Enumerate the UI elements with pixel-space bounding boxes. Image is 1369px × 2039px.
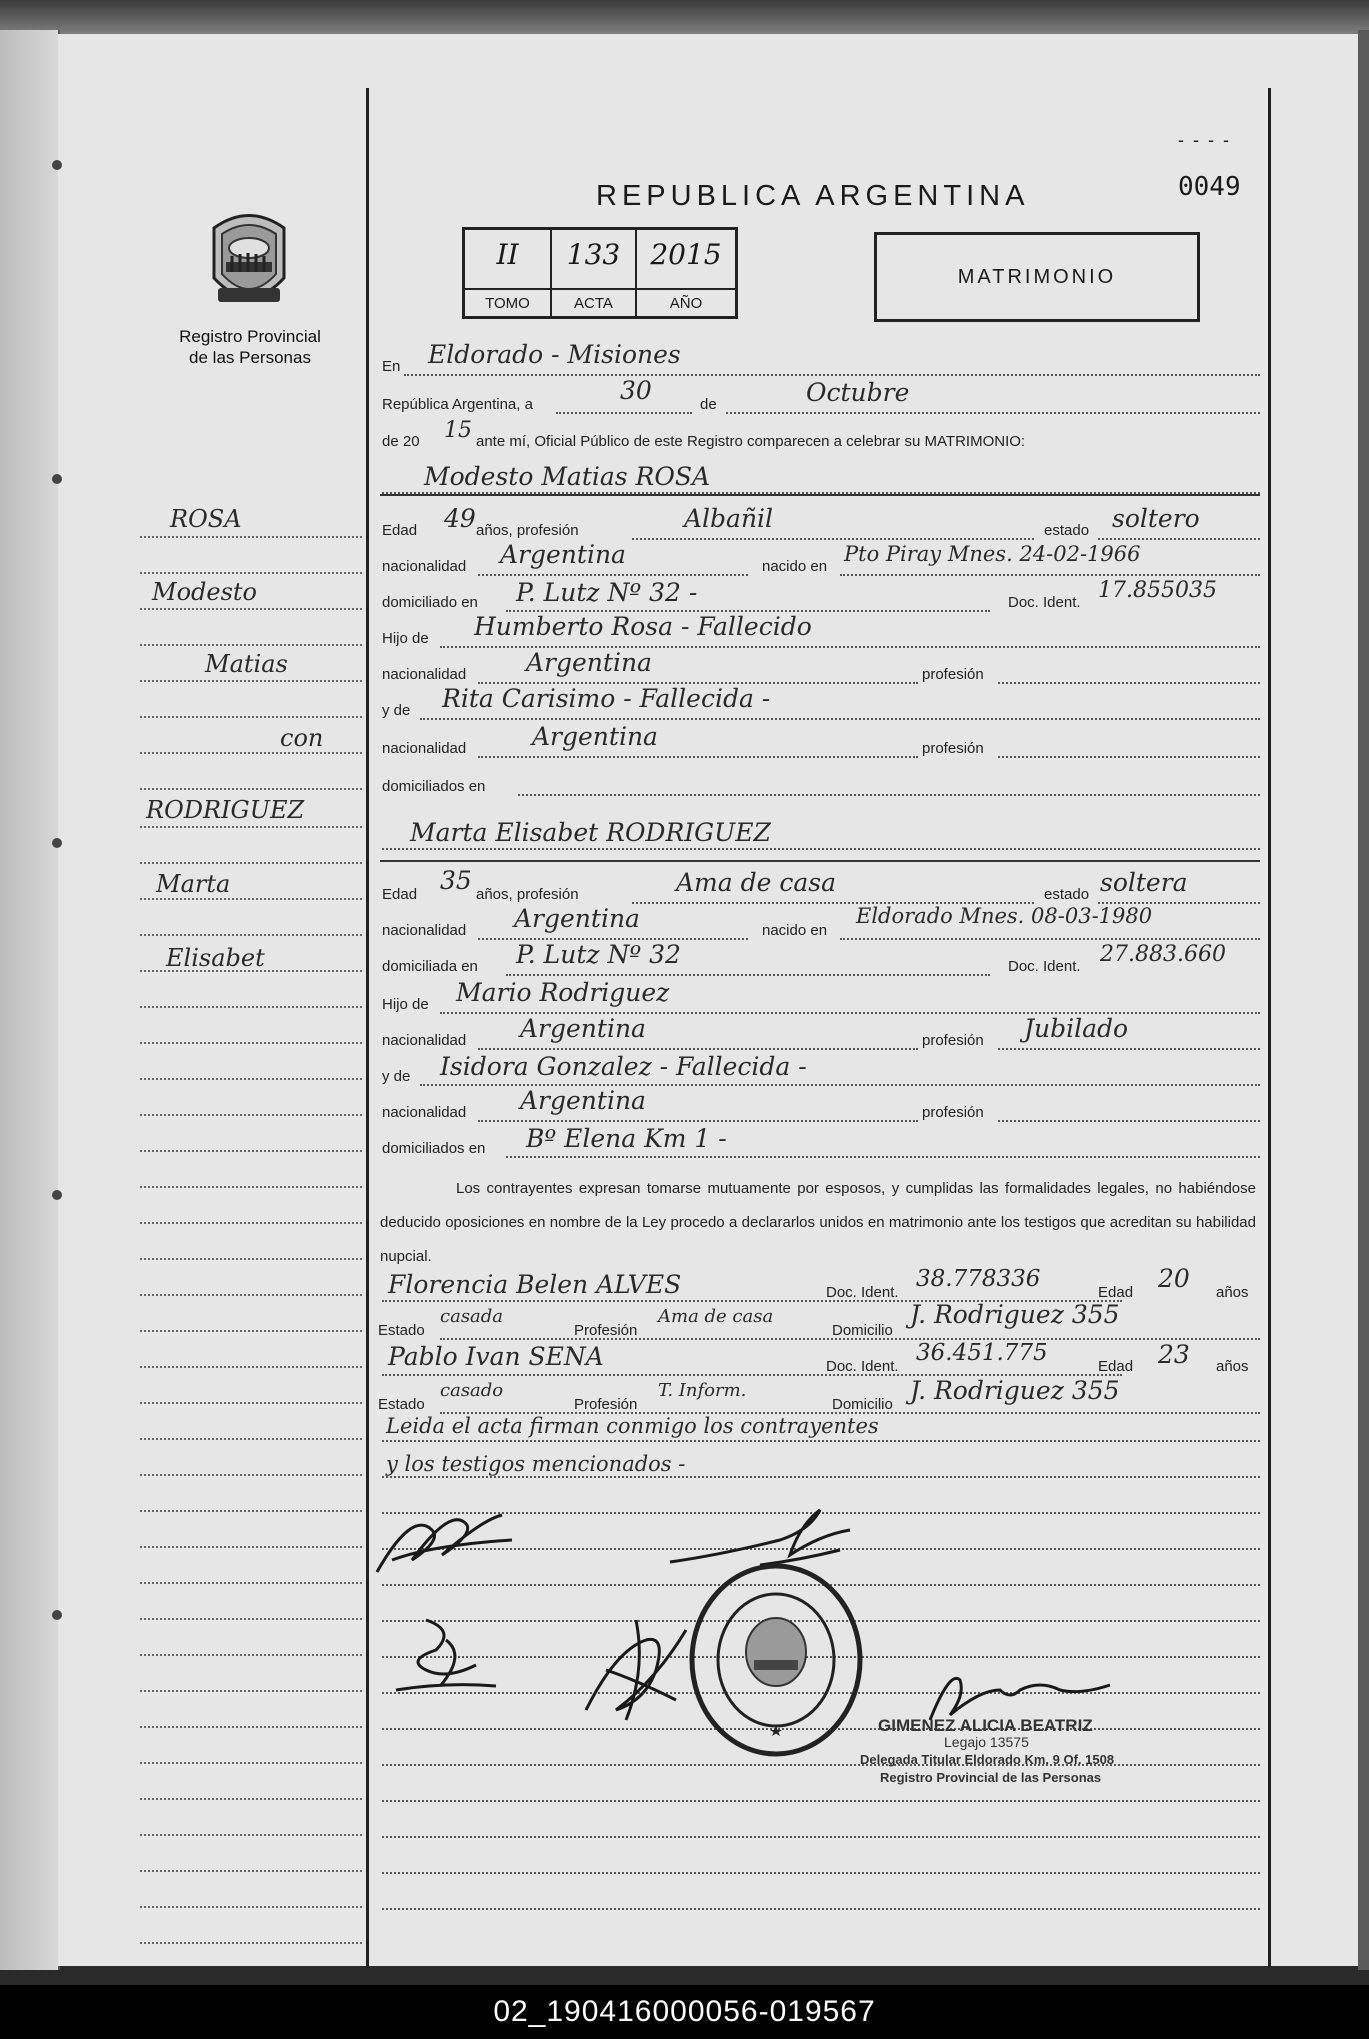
scan-right-edge: [1358, 30, 1369, 1970]
witness-1-detail-line: [440, 1338, 1260, 1340]
country-title: REPUBLICA ARGENTINA: [596, 180, 1030, 212]
witness-1-status: casada: [440, 1306, 504, 1327]
witness-1-edad-label: Edad: [1098, 1284, 1134, 1301]
ano-label: AÑO: [637, 288, 735, 318]
groom-address: P. Lutz Nº 32 -: [516, 578, 698, 607]
binding-ring-icon: [52, 838, 62, 848]
bride-address: P. Lutz Nº 32: [516, 940, 681, 969]
margin-name-bride-2: Elisabet: [166, 944, 265, 972]
margin-line: [140, 572, 362, 574]
bride-mother: Isidora Gonzalez - Fallecida -: [440, 1052, 807, 1081]
margin-line: [140, 536, 362, 538]
witness-1-age: 20: [1158, 1264, 1190, 1293]
margin-line: [140, 1150, 362, 1152]
binding-ring-icon: [52, 1610, 62, 1620]
day-value: 30: [620, 376, 652, 405]
bride-estado-label: estado: [1044, 886, 1090, 903]
blank-line: [382, 1908, 1260, 1910]
signature-witness-2: [576, 1610, 696, 1730]
witness-2-status: casado: [440, 1380, 504, 1401]
folio-number: 0049: [1178, 172, 1241, 202]
groom-father: Humberto Rosa - Fallecido: [474, 612, 812, 641]
witness-2-profession: T. Inform.: [658, 1380, 747, 1401]
bride-hijo-label: Hijo de: [382, 996, 429, 1013]
margin-line: [140, 1438, 362, 1440]
groom-parents-address-line: [518, 794, 1260, 796]
margin-line: [140, 1726, 362, 1728]
witness-2-edad-label: Edad: [1098, 1358, 1134, 1375]
section-divider: [380, 860, 1260, 862]
tomo-cell: [465, 230, 552, 316]
groom-yde-label: y de: [382, 702, 411, 719]
acta-value: 133: [566, 238, 621, 271]
margin-line: [140, 716, 362, 718]
margin-line: [140, 1114, 362, 1116]
groom-nacionalidad-label: nacionalidad: [382, 558, 467, 575]
witness-2-anos-label: años: [1216, 1358, 1249, 1375]
bride-mother-prof-label: profesión: [922, 1104, 984, 1121]
margin-line: [140, 1582, 362, 1584]
closing-note-2: y los testigos mencionados -: [386, 1452, 686, 1476]
groom-estado-label: estado: [1044, 522, 1090, 539]
witness-2-address: J. Rodriguez 355: [910, 1376, 1120, 1405]
bride-domiciliada-label: domiciliada en: [382, 958, 478, 975]
bride-doc-label: Doc. Ident.: [1008, 958, 1081, 975]
blank-line: [382, 1800, 1260, 1802]
groom-mother: Rita Carisimo - Fallecida -: [442, 684, 771, 713]
groom-father-nationality: Argentina: [526, 648, 652, 677]
groom-mother-nationality: Argentina: [532, 722, 658, 751]
groom-father-nac-label: nacionalidad: [382, 666, 467, 683]
margin-line: [140, 1294, 362, 1296]
year-suffix: 15: [444, 418, 472, 443]
binding-ring-icon: [52, 474, 62, 484]
margin-line: [140, 1510, 362, 1512]
binding-ring-icon: [52, 160, 62, 170]
bride-nacionalidad-label: nacionalidad: [382, 922, 467, 939]
place-line: [404, 374, 1260, 376]
margin-line: [140, 1258, 362, 1260]
groom-mother-prof-label: profesión: [922, 740, 984, 757]
registry-line-2: de las Personas: [189, 348, 311, 367]
book-reference-box: [462, 227, 738, 319]
bride-mother-prof-line: [998, 1120, 1260, 1122]
declaration-paragraph: Los contrayentes expresan tomarse mutuamente por esposos, y cumplidas las formalidades legales, no habiéndose deducido oposiciones en nombre de la Ley procedo a declararlos unidos en matrimonio ante los testigos que acreditan su habilidad nupcial.: [380, 1180, 1256, 1265]
closing-line-1: [382, 1440, 1260, 1442]
groom-doc: 17.855035: [1098, 578, 1217, 603]
witness-1-estado-label: Estado: [378, 1322, 425, 1339]
signature-witness-1: [386, 1610, 506, 1700]
witness-1-domicilio-label: Domicilio: [832, 1322, 893, 1339]
bride-father-prof-line: [998, 1048, 1260, 1050]
margin-divider: [366, 88, 369, 1968]
bride-mother-nationality: Argentina: [520, 1086, 646, 1115]
official-seal-icon: [686, 1560, 866, 1760]
groom-profession: Albañil: [684, 504, 774, 533]
margin-line: [140, 644, 362, 646]
en-label: En: [382, 358, 401, 375]
witness-1-name: Florencia Belen ALVES: [388, 1270, 682, 1299]
witness-2-name: Pablo Ivan SENA: [388, 1342, 604, 1371]
groom-profesion-label: años, profesión: [476, 522, 579, 539]
groom-full-name: Modesto Matias ROSA: [424, 462, 711, 491]
groom-age: 49: [444, 504, 476, 533]
margin-line: [140, 680, 362, 682]
right-border: [1268, 88, 1271, 1968]
groom-father-prof-label: profesión: [922, 666, 984, 683]
republica-label: República Argentina, a: [382, 396, 533, 413]
margin-line: [140, 1942, 362, 1944]
margin-line: [140, 1834, 362, 1836]
month-line: [726, 412, 1260, 414]
bride-parents-address-line: [506, 1156, 1260, 1158]
blank-line: [382, 1764, 1260, 1766]
witness-1-address: J. Rodriguez 355: [910, 1300, 1120, 1329]
bride-status: soltera: [1100, 868, 1188, 897]
tomo-value: II: [496, 238, 519, 271]
margin-surname-groom: ROSA: [170, 505, 242, 533]
groom-domiciliados-label: domiciliados en: [382, 778, 486, 795]
witness-2-estado-label: Estado: [378, 1396, 425, 1413]
margin-name-groom-2: Matias: [205, 650, 288, 678]
margin-line: [140, 1546, 362, 1548]
officer-role: Delegada Titular Eldorado Km. 9 Of. 1508: [860, 1752, 1115, 1767]
margin-line: [140, 1042, 362, 1044]
margin-line: [140, 862, 362, 864]
margin-line: [140, 1402, 362, 1404]
margin-line: [140, 1618, 362, 1620]
witness-1-doc-label: Doc. Ident.: [826, 1284, 899, 1301]
groom-mother-nat-line: [478, 756, 918, 758]
witness-1-profession: Ama de casa: [658, 1306, 774, 1327]
groom-birth-line: [840, 574, 1260, 576]
bride-mother-nac-label: nacionalidad: [382, 1104, 467, 1121]
comparecen-text: ante mí, Oficial Público de este Registro comparecen a celebrar su MATRIMONIO:: [476, 433, 1026, 450]
bride-parents-address: Bº Elena Km 1 -: [526, 1124, 727, 1153]
groom-doc-label: Doc. Ident.: [1008, 594, 1081, 611]
closing-line-2: [382, 1476, 1260, 1478]
bride-profesion-label: años, profesión: [476, 886, 579, 903]
ano-value: 2015: [650, 238, 722, 271]
groom-father-prof-line: [998, 682, 1260, 684]
groom-nacido-label: nacido en: [762, 558, 828, 575]
witness-2-profesion-label: Profesión: [574, 1396, 638, 1413]
place-value: Eldorado - Misiones: [428, 340, 681, 369]
groom-status-line: [1098, 538, 1260, 540]
top-dash-mark: - - - -: [1178, 130, 1231, 150]
margin-line: [140, 1078, 362, 1080]
bride-father: Mario Rodriguez: [456, 978, 670, 1007]
blank-line: [382, 1872, 1260, 1874]
margin-line: [140, 1690, 362, 1692]
bride-birth-line: [840, 938, 1260, 940]
bride-domiciliados-label: domiciliados en: [382, 1140, 486, 1157]
bride-nationality: Argentina: [514, 904, 640, 933]
witness-2-age: 23: [1158, 1340, 1190, 1369]
margin-line: [140, 608, 362, 610]
margin-line: [140, 788, 362, 790]
groom-nationality-line: [478, 574, 748, 576]
margin-line: [140, 1798, 362, 1800]
groom-mother-nac-label: nacionalidad: [382, 740, 467, 757]
groom-nationality: Argentina: [500, 540, 626, 569]
margin-line: [140, 1906, 362, 1908]
bride-father-nac-label: nacionalidad: [382, 1032, 467, 1049]
witness-2-doc-label: Doc. Ident.: [826, 1358, 899, 1375]
year-prefix: de 20: [382, 433, 420, 450]
groom-mother-prof-line: [998, 756, 1260, 758]
month-value: Octubre: [806, 378, 910, 407]
bride-father-prof-label: profesión: [922, 1032, 984, 1049]
bride-father-profession: Jubilado: [1024, 1014, 1129, 1043]
bride-age: 35: [440, 866, 472, 895]
margin-line: [140, 1366, 362, 1368]
margin-line: [140, 752, 362, 754]
bride-full-name: Marta Elisabet RODRIGUEZ: [410, 818, 771, 847]
margin-line: [140, 1474, 362, 1476]
witness-2-doc: 36.451.775: [916, 1340, 1048, 1366]
margin-line: [140, 1654, 362, 1656]
tomo-label: TOMO: [465, 288, 550, 318]
margin-line: [140, 1762, 362, 1764]
de-label: de: [700, 396, 717, 413]
ano-cell: [637, 230, 735, 316]
margin-name-bride-1: Marta: [156, 870, 231, 898]
margin-line: [140, 1870, 362, 1872]
section-divider: [380, 494, 1260, 496]
groom-domiciliado-label: domiciliado en: [382, 594, 478, 611]
registry-line-1: Registro Provincial: [179, 327, 321, 346]
document-type-box: MATRIMONIO: [874, 232, 1200, 322]
margin-line: [140, 1186, 362, 1188]
margin-conjunction: con: [280, 724, 324, 752]
witness-1-profesion-label: Profesión: [574, 1322, 638, 1339]
groom-profession-line: [632, 538, 1034, 540]
day-line: [556, 412, 692, 414]
margin-surname-bride: RODRIGUEZ: [146, 796, 305, 824]
bride-father-nationality: Argentina: [520, 1014, 646, 1043]
bride-address-line: [506, 974, 990, 976]
binding-ring-icon: [52, 1190, 62, 1200]
bride-father-nat-line: [478, 1048, 918, 1050]
acta-label: ACTA: [552, 288, 635, 318]
closing-note-1: Leida el acta firman conmigo los contrayentes: [386, 1414, 879, 1438]
signature-groom: [372, 1500, 522, 1580]
misiones-province-emblem-icon: [204, 208, 294, 316]
bride-name-line: [382, 848, 1260, 850]
margin-line: [140, 1330, 362, 1332]
margin-line: [140, 826, 362, 828]
binding-strip: [0, 30, 60, 1970]
acta-cell: [552, 230, 637, 316]
officer-name: GIMENEZ ALICIA BEATRIZ: [878, 1716, 1093, 1735]
groom-edad-label: Edad: [382, 522, 418, 539]
officer-legajo: Legajo 13575: [944, 1734, 1029, 1750]
margin-line: [140, 934, 362, 936]
groom-mother-line: [420, 718, 1260, 720]
officer-institution: Registro Provincial de las Personas: [880, 1770, 1102, 1785]
margin-name-groom-1: Modesto: [152, 578, 257, 606]
bride-edad-label: Edad: [382, 886, 418, 903]
witness-2-domicilio-label: Domicilio: [832, 1396, 893, 1413]
margin-line: [140, 1006, 362, 1008]
witness-1-doc: 38.778336: [916, 1266, 1041, 1292]
bride-nacido-label: nacido en: [762, 922, 828, 939]
bride-mother-nat-line: [478, 1120, 918, 1122]
bride-yde-label: y de: [382, 1068, 411, 1085]
file-id-bar: 02_190416000056-019567: [0, 1985, 1369, 2039]
registry-name: [150, 326, 350, 368]
bride-birth: Eldorado Mnes. 08-03-1980: [856, 904, 1153, 928]
bride-profession: Ama de casa: [676, 868, 836, 897]
margin-line: [140, 898, 362, 900]
groom-hijo-label: Hijo de: [382, 630, 429, 647]
groom-status: soltero: [1112, 504, 1200, 533]
blank-line: [382, 1836, 1260, 1838]
bride-doc: 27.883.660: [1100, 942, 1226, 967]
witness-1-anos-label: años: [1216, 1284, 1249, 1301]
groom-birth: Pto Piray Mnes. 24-02-1966: [844, 542, 1141, 566]
margin-line: [140, 1222, 362, 1224]
